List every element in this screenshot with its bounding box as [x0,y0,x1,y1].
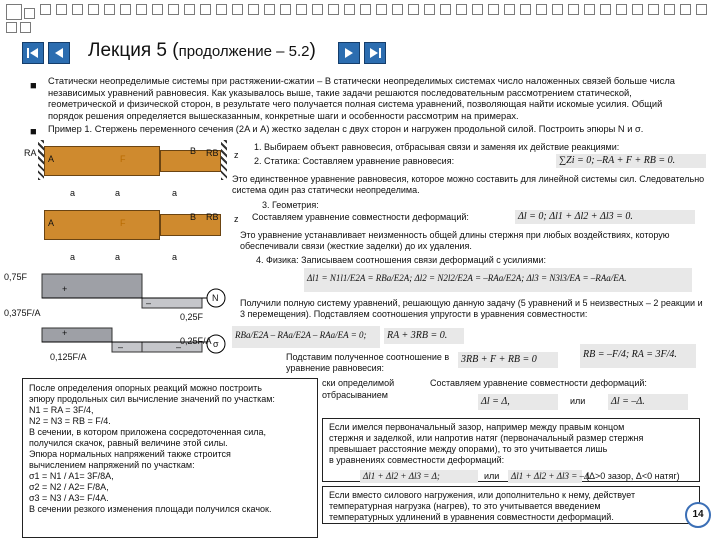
physics-equations: Δl1 = N1l1/E2A = RBa/E2A; Δl2 = N2l2/E2A = –RAa/E2A; Δl3 = N3l3/EA = –RAa/EA. [304,268,692,292]
deco-square [408,4,419,15]
deco-square [504,4,515,15]
box-line: N2 = N3 = RB = F/4. [29,416,111,426]
prev-slide-button[interactable] [22,42,44,64]
segment-a: a [70,188,76,198]
page-number-badge [685,502,711,528]
text-compatibility-2: Составляем уравнение совместности деформаций: [430,378,647,388]
deco-square [136,4,147,15]
deco-square [248,4,259,15]
plus-sign: + [62,284,68,294]
deco-square [184,4,195,15]
page-number: 14 [692,509,704,520]
deco-square [680,4,691,15]
title-sub: продолжение – 5.2 [178,43,310,60]
page-title [88,40,316,62]
deco-square [568,4,579,15]
deco-square [104,4,115,15]
box-line: В сечении, в котором приложена сосредоточенная сила, [29,427,267,437]
box-line: N1 = RA = 3F/4, [29,405,94,415]
deco-square [488,4,499,15]
deco-square [56,4,67,15]
next-slide-button[interactable] [338,42,360,64]
box-line: σ1 = N1 / A1= 3F/8A, [29,471,114,481]
text-compatibility: Это уравнение устанавливает неизменность общей длины стержня при любых воздействиях, которую обеспечивали связи (жесткие заделки) до их удаления. [240,230,670,251]
deco-square [280,4,291,15]
plus-sign: + [62,328,68,338]
deco-square [312,4,323,15]
label-B: B [190,146,197,156]
gap-sign-note: (Δ>0 зазор, Δ<0 натяг) [586,471,680,481]
substituted-equation: RBa/E2A – RAa/E2A – RAa/EA = 0; [232,326,380,348]
intro-paragraph: Статически неопределимые системы при растяжении-сжатии – В статически неопределимых системах число наложенных связей больше числа независимых уравнений равновесия. Как указывалось выше, такие задачи решаются последовательным рассмотрением статической, геометрической и физической сторон, в результате чего получается полная система уравнений, позволяющая найти искомые усилия. Общий порядок решения определяется вышесказанным, конкретные шаги и особенности рассмотрим на примерах. [48,76,675,121]
step-2: 2. Статика: Составляем уравнение равновесия: [254,156,455,166]
arrow-left-icon [23,43,43,63]
deco-square [264,4,275,15]
text-substitute: Подставим полученное соотношение в уравнение равновесия: [286,352,450,373]
step-1: 1. Выбираем объект равновесия, отбрасывая связи и заменяя их действие реакциями: [254,142,620,152]
deco-square [296,4,307,15]
deco-square [360,4,371,15]
box-line: стержня и заделкой, или напротив натяг (первоначальный размер стержня [329,433,644,443]
segment-a: a [115,252,121,262]
n-label: N [212,293,219,303]
epure-diagrams [0,262,250,382]
deco-square [376,4,387,15]
title-end: ) [309,40,316,61]
box-line: Эпюра нормальных напряжений также строится [29,449,231,459]
axis-z: z [234,150,239,160]
deco-square [232,4,243,15]
label-B: B [190,212,197,222]
segment-a: a [172,188,178,198]
gap-compatibility-equation: Δl1 + Δl2 + Δl3 = Δ; [360,470,478,483]
minus-sign: – [118,342,124,352]
box-line: В сечении резкого изменения площади получился скачок. [29,504,272,514]
deco-square [632,4,643,15]
deco-square [24,8,35,19]
deco-square [584,4,595,15]
back-slide-button[interactable] [48,42,70,64]
beam-wide-section [44,146,160,176]
compatibility-equation: Δl = 0; Δl1 + Δl2 + Δl3 = 0. [515,210,695,224]
deco-square [456,4,467,15]
box-line: температурная нагрузка (нагрев), то это учитывается введением [329,501,601,511]
deco-square [392,4,403,15]
text-full-system: Получили полную систему уравнений, решающую данную задачу (5 уравнений и 5 неизвестных – 2 реакции и 3 перемещения). Подставляем соотношения упругости в уравнения совместности: [240,298,703,319]
interference-equation: Δl = –Δ. [608,394,688,410]
deco-square [120,4,131,15]
deco-square [328,4,339,15]
label-RB: RB [206,212,219,222]
n-value-left: 0,375F/A [4,308,41,318]
minus-sign: – [146,298,152,308]
segment-a: a [172,252,178,262]
step-4: 4. Физика: Записываем соотношения связи деформаций с усилиями: [256,255,547,265]
text-fragment-2: отбрасыванием [322,390,388,400]
text-fragment-1: ски определимой [322,378,395,388]
thermal-load-box [322,486,700,524]
deco-square [20,22,31,33]
segment-a: a [115,188,121,198]
interference-compatibility-equation: Δl1 + Δl2 + Δl3 = –Δ [508,470,582,483]
bullet-icon: ■ [30,80,37,92]
step-3-title: 3. Геометрия: [262,200,319,210]
box-line: превышает расстояние между опорами), то это учитывается лишь [329,444,608,454]
label-F: F [120,154,126,164]
step-3: Составляем уравнение совместности деформаций: [252,212,469,222]
text-static-indeterminacy: Это единственное уравнение равновесия, которое можно составить для линейной системы сил. Следовательно система один раз статически неопределима. [232,174,705,195]
deco-square [88,4,99,15]
or-label-2: или [484,471,500,481]
box-line: σ2 = N2 / A2= F/8A, [29,482,109,492]
axis-z: z [234,214,239,224]
deco-square [200,4,211,15]
deco-square [424,4,435,15]
deco-square [168,4,179,15]
deco-square [696,4,707,15]
last-slide-button[interactable] [364,42,386,64]
right-support [221,140,227,180]
deco-square [616,4,627,15]
deco-square [40,4,51,15]
reaction-results: RB = –F/4; RA = 3F/4. [580,344,696,368]
bullet-icon: ■ [30,126,37,138]
minus-sign: – [176,342,182,352]
deco-square [664,4,675,15]
deco-square [6,22,17,33]
box-line: После определения опорных реакций можно построить [29,383,262,393]
box-line: эпюру продольных сил вычисление значений по участкам: [29,394,275,404]
box-line: σ3 = N3 / A3= F/4A. [29,493,109,503]
box-line: Если вместо силового нагружения, или дополнительно к нему, действует [329,490,636,500]
deco-square [440,4,451,15]
deco-square [472,4,483,15]
box-line: температурных удлинений в уравнения совместности деформаций. [329,512,614,522]
sigma-value-top: 0,25F/A [180,336,212,346]
deco-square [600,4,611,15]
segment-a: a [70,252,76,262]
sigma-label: σ [213,339,219,349]
deco-square [72,4,83,15]
reaction-equation: 3RB + F + RB = 0 [458,352,558,368]
n-value-bottom: 0,25F [180,312,204,322]
reaction-relation: RA + 3RB = 0. [384,328,464,344]
deco-square [552,4,563,15]
beam-wide-section [44,210,160,240]
example-paragraph: Пример 1. Стержень переменного сечения (2A и A) жестко заделан с двух сторон и нагружен продольной силой. Построить эпюры N и σ. [48,124,644,134]
deco-square [152,4,163,15]
deco-square [344,4,355,15]
nforce-explanation-box [22,378,318,538]
title-main: Лекция 5 ( [88,40,179,61]
label-A: A [48,218,55,228]
gap-equation: Δl = Δ, [478,394,558,410]
arrow-right-icon [365,43,385,63]
label-RB: RB [206,148,219,158]
box-line: получился скачок, равный величине этой силы. [29,438,228,448]
box-line: Если имелся первоначальный зазор, например между правым концом [329,422,625,432]
label-RA: RA [24,148,37,158]
deco-square [216,4,227,15]
or-label: или [570,396,586,406]
triangle-right-icon [339,43,359,63]
deco-square [520,4,531,15]
deco-square [6,4,22,20]
label-F: F [120,218,126,228]
equilibrium-equation: ∑Zi = 0; –RA + F + RB = 0. [556,154,706,168]
box-line: в уравнениях совместности деформаций: [329,455,505,465]
triangle-left-icon [49,43,69,63]
box-line: вычислением напряжений по участкам: [29,460,195,470]
sigma-value-left: 0,125F/A [50,352,87,362]
deco-square [536,4,547,15]
deco-square [648,4,659,15]
label-A: A [48,154,55,164]
n-value-top: 0,75F [4,272,28,282]
